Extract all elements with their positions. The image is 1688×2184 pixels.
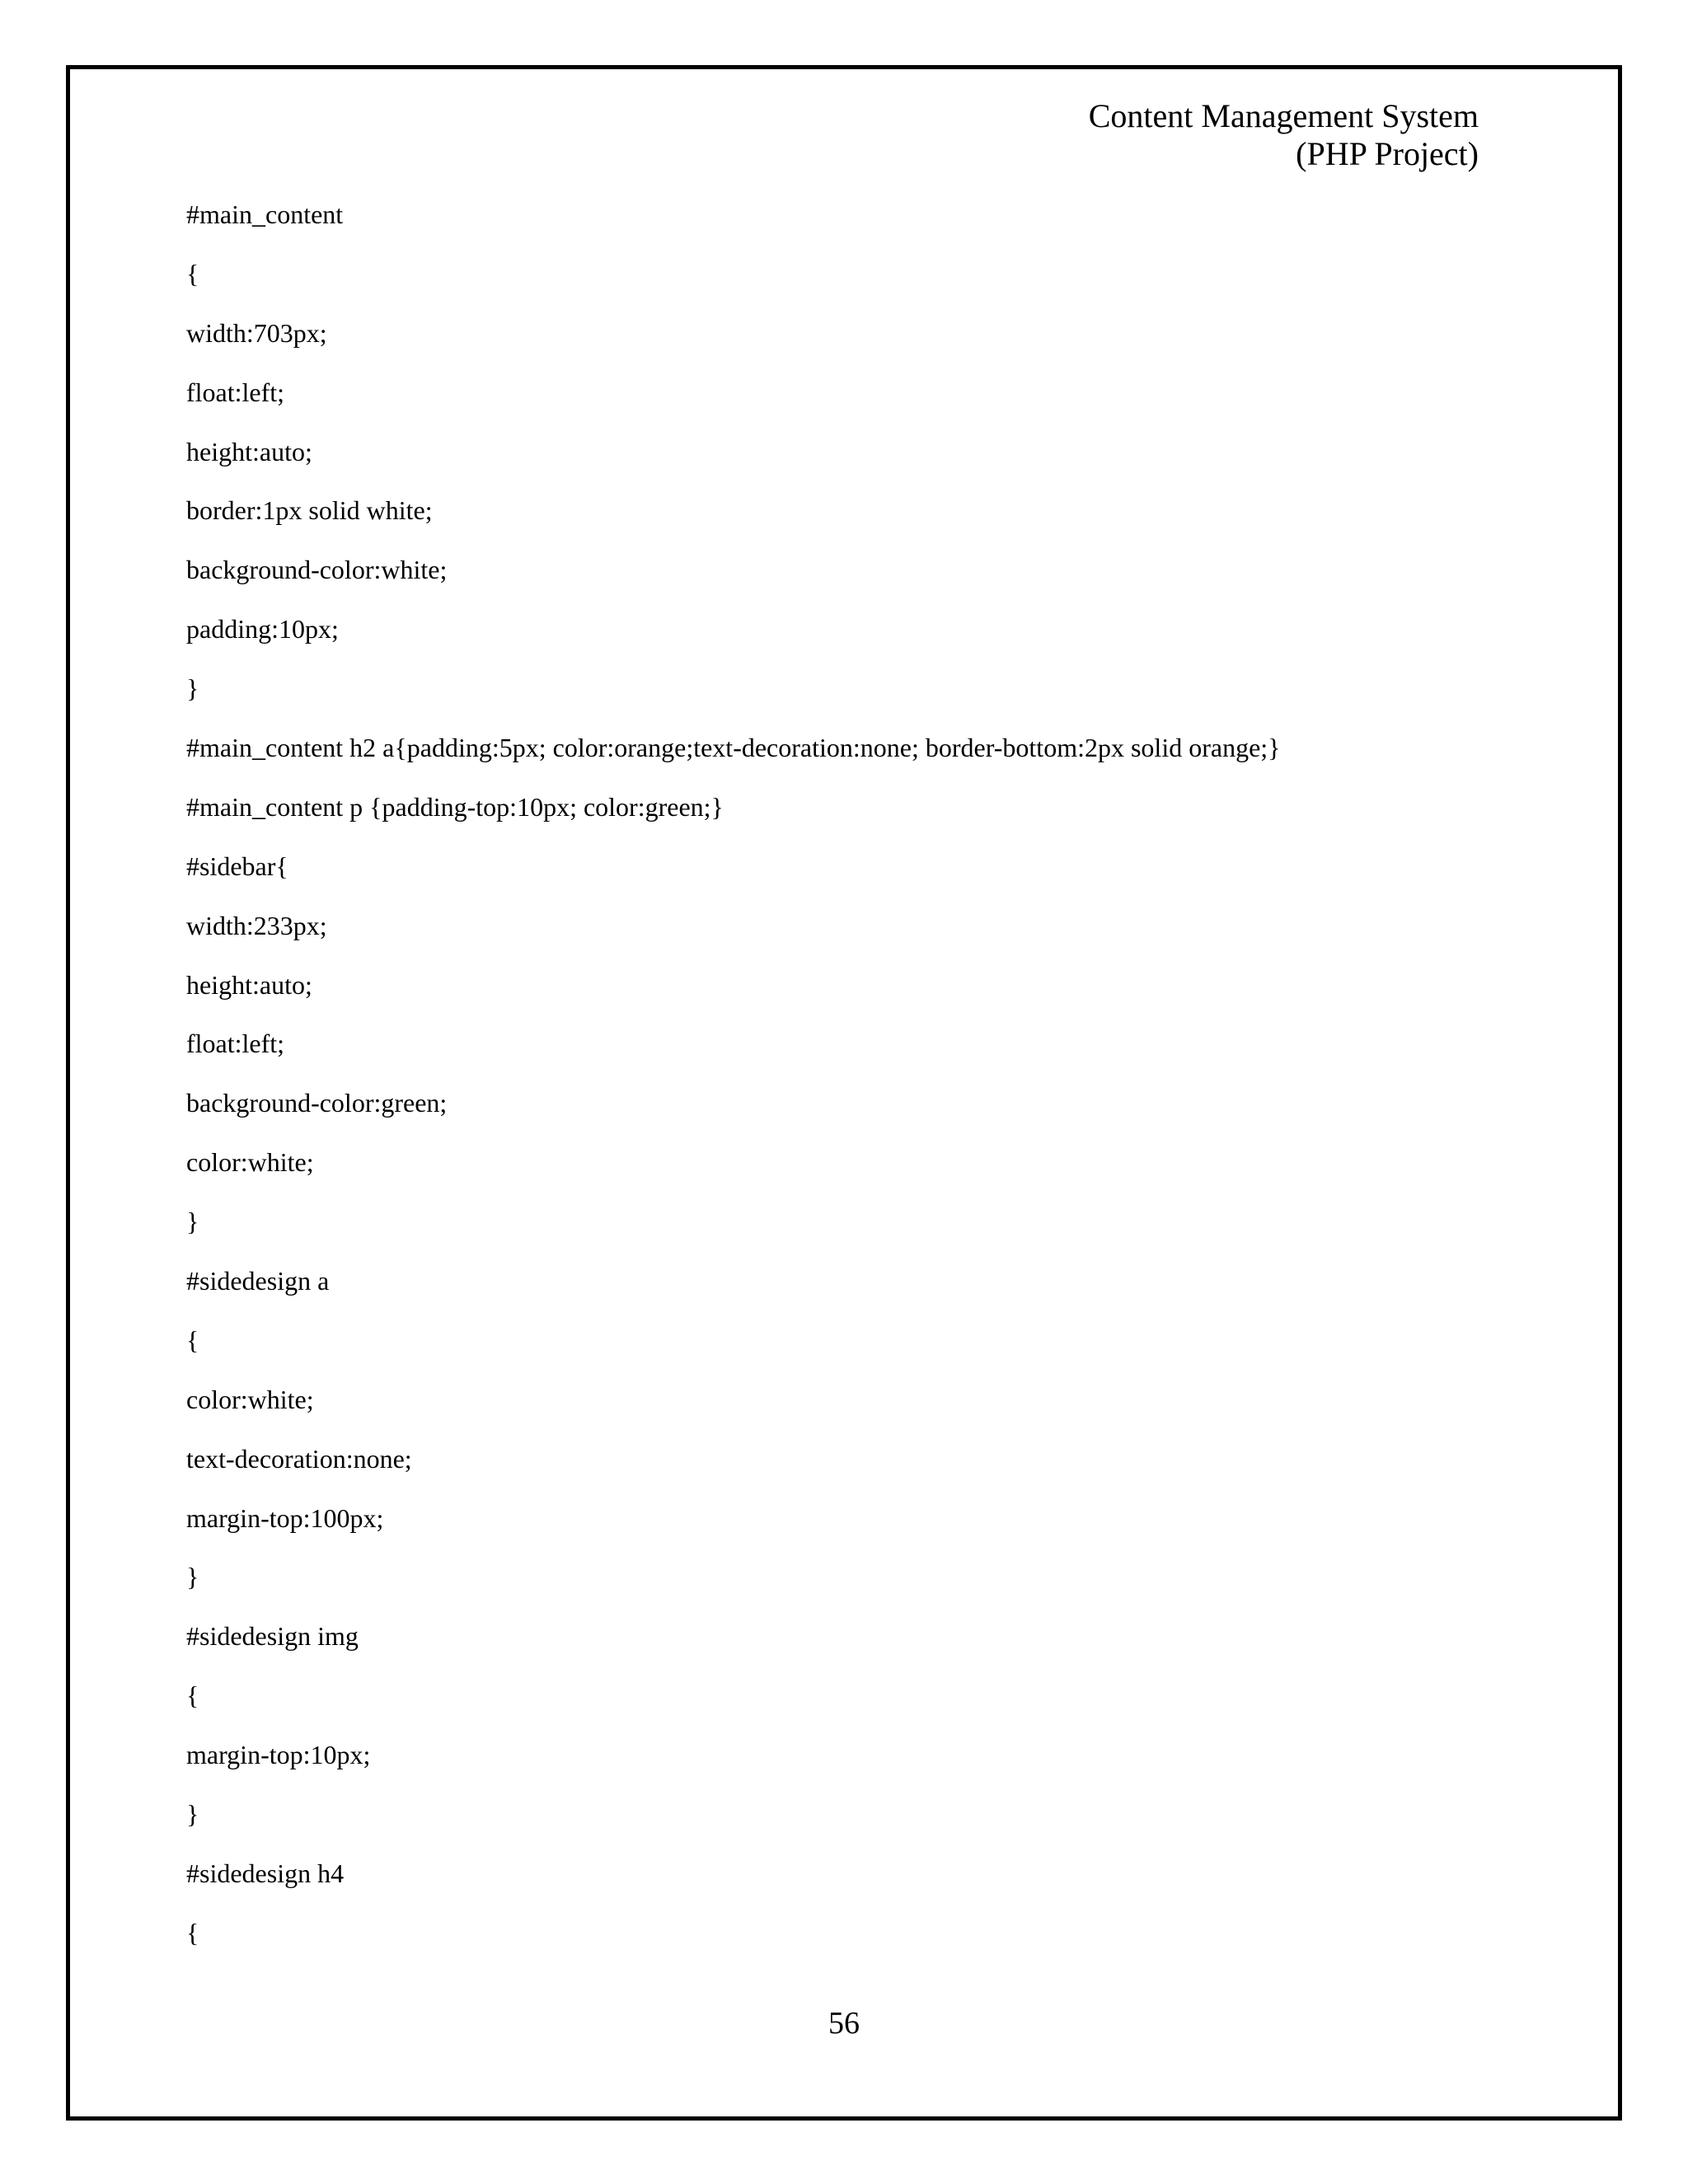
code-line: { bbox=[186, 1680, 199, 1711]
page-number: 56 bbox=[828, 2006, 860, 2041]
code-line: #main_content bbox=[186, 199, 344, 229]
code-line: } bbox=[186, 673, 199, 704]
code-line: { bbox=[186, 1324, 199, 1355]
code-line: #sidedesign a bbox=[186, 1266, 330, 1296]
page-header bbox=[1089, 97, 1479, 173]
code-line: #sidedesign img bbox=[186, 1621, 359, 1652]
code-line: #sidebar{ bbox=[186, 851, 288, 881]
code-line: border:1px solid white; bbox=[186, 495, 433, 526]
code-line: margin-top:100px; bbox=[186, 1502, 384, 1533]
code-line: } bbox=[186, 1799, 199, 1830]
header-title: Content Management System bbox=[1088, 97, 1479, 134]
code-listing bbox=[186, 194, 1281, 1972]
code-line: float:left; bbox=[186, 377, 285, 407]
code-line: #main_content h2 a{padding:5px; color:orange;text-decoration:none; border-bottom:2px solid orange;} bbox=[186, 733, 1281, 763]
code-line: { bbox=[186, 1917, 199, 1947]
code-line: width:703px; bbox=[186, 317, 327, 348]
code-line: background-color:green; bbox=[186, 1088, 448, 1118]
code-line: color:white; bbox=[186, 1384, 314, 1414]
code-line: } bbox=[186, 1207, 199, 1237]
code-line: #main_content p {padding-top:10px; color:green;} bbox=[186, 791, 724, 822]
code-line: #sidedesign h4 bbox=[186, 1858, 345, 1888]
code-line: height:auto; bbox=[186, 969, 312, 1000]
code-line: { bbox=[186, 258, 199, 288]
code-line: width:233px; bbox=[186, 910, 327, 940]
code-line: } bbox=[186, 1562, 199, 1592]
code-line: color:white; bbox=[186, 1147, 314, 1178]
code-line: padding:10px; bbox=[186, 614, 339, 644]
code-line: margin-top:10px; bbox=[186, 1740, 371, 1770]
code-line: background-color:white; bbox=[186, 555, 448, 585]
code-line: text-decoration:none; bbox=[186, 1443, 412, 1474]
code-line: height:auto; bbox=[186, 436, 312, 466]
header-subtitle: (PHP Project) bbox=[1296, 135, 1479, 172]
code-line: float:left; bbox=[186, 1029, 285, 1059]
